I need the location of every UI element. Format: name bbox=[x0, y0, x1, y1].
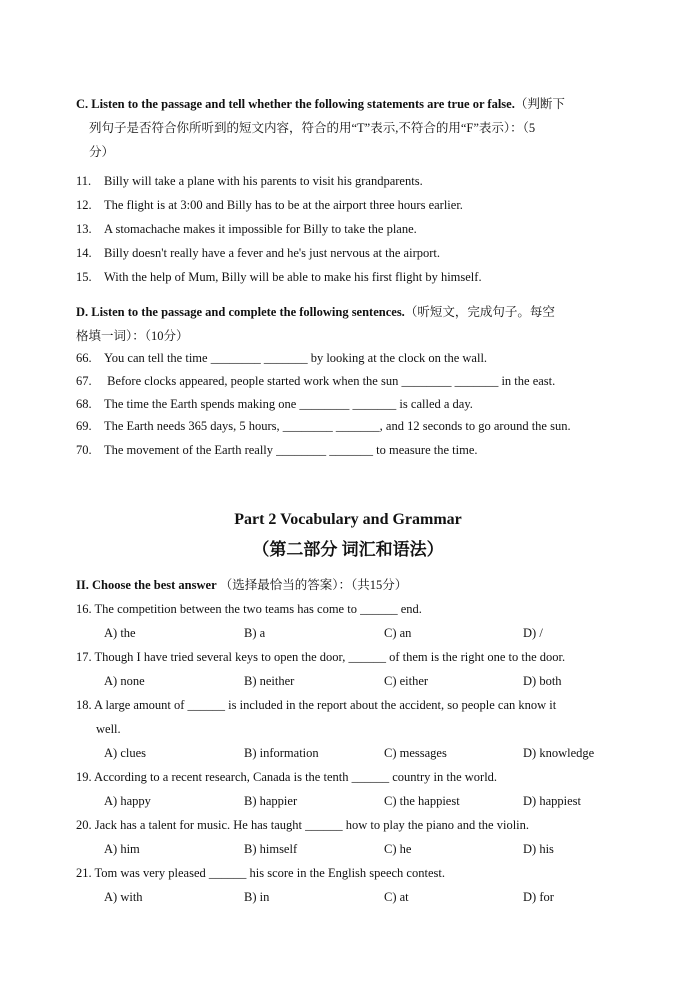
section-d-heading-bold: D. Listen to the passage and complete the following sentences. bbox=[76, 305, 405, 319]
list-item: 66. You can tell the time ________ _______ by looking at the clock on the wall. bbox=[76, 351, 488, 365]
option-a: A) happy bbox=[104, 794, 151, 808]
section-ii-heading-bold: II. Choose the best answer bbox=[76, 578, 217, 592]
list-item: 70. The movement of the Earth really ________ _______ to measure the time. bbox=[76, 443, 478, 457]
option-d: D) happiest bbox=[523, 794, 581, 808]
option-d: D) for bbox=[523, 890, 554, 904]
section-c-heading-bold: C. Listen to the passage and tell whether the following statements are true or false. bbox=[76, 97, 515, 111]
section-c-heading-rest: （判断下 bbox=[514, 97, 565, 111]
list-item: 14. Billy doesn't really have a fever and he's just nervous at the airport. bbox=[76, 246, 440, 260]
option-c: C) messages bbox=[384, 746, 447, 760]
option-d: D) both bbox=[523, 674, 562, 688]
option-b: B) in bbox=[244, 890, 270, 904]
list-item: 68. The time the Earth spends making one ________ _______ is called a day. bbox=[76, 397, 473, 411]
question: 21. Tom was very pleased ______ his score in the English speech contest. bbox=[76, 866, 445, 880]
option-d: D) his bbox=[523, 842, 554, 856]
option-a: A) none bbox=[104, 674, 145, 688]
question: 17. Though I have tried several keys to open the door, ______ of them is the right one to the door. bbox=[76, 650, 566, 664]
question: 19. According to a recent research, Canada is the tenth ______ country in the world. bbox=[76, 770, 498, 784]
section-d-heading-rest: （听短文，完成句子。每空 bbox=[404, 305, 555, 319]
option-a: A) the bbox=[104, 626, 136, 640]
section-ii-heading bbox=[76, 577, 407, 593]
list-item: 69. The Earth needs 365 days, 5 hours, ________ _______, and 12 seconds to go around the sun. bbox=[76, 419, 571, 433]
option-b: B) information bbox=[244, 746, 319, 760]
option-b: B) happier bbox=[244, 794, 298, 808]
option-c: C) he bbox=[384, 842, 412, 856]
section-c-heading bbox=[76, 96, 565, 112]
question: 18. A large amount of ______ is included in the report about the accident, so people can know it bbox=[76, 698, 557, 712]
option-b: B) a bbox=[244, 626, 266, 640]
list-item: 67. Before clocks appeared, people started work when the sun ________ _______ in the east. bbox=[76, 374, 556, 388]
list-item: 15. With the help of Mum, Billy will be able to make his first flight by himself. bbox=[76, 270, 482, 284]
option-a: A) him bbox=[104, 842, 140, 856]
section-d-line2: 格填一词）：（10分） bbox=[76, 329, 189, 343]
option-c: C) at bbox=[384, 890, 409, 904]
part-title: Part 2 Vocabulary and Grammar bbox=[234, 511, 462, 528]
section-d-heading bbox=[76, 304, 555, 320]
option-c: C) either bbox=[384, 674, 429, 688]
list-item: 12. The flight is at 3:00 and Billy has to be at the airport three hours earlier. bbox=[76, 198, 463, 212]
list-item: 13. A stomachache makes it impossible for Billy to take the plane. bbox=[76, 222, 417, 236]
list-item: 11. Billy will take a plane with his parents to visit his grandparents. bbox=[76, 174, 423, 188]
option-b: B) neither bbox=[244, 674, 295, 688]
option-a: A) with bbox=[104, 890, 143, 904]
option-c: C) an bbox=[384, 626, 412, 640]
question: 16. The competition between the two teams has come to ______ end. bbox=[76, 602, 422, 616]
option-d: D) knowledge bbox=[523, 746, 595, 760]
section-c-line3: 分） bbox=[89, 145, 115, 159]
option-c: C) the happiest bbox=[384, 794, 460, 808]
section-c-line2: 列句子是否符合你所听到的短文内容，符合的用“T”表示,不符合的用“F”表示）：（5 bbox=[89, 121, 536, 135]
question-continued: well. bbox=[96, 722, 121, 736]
section-ii-heading-rest: （选择最恰当的答案）：（共15分） bbox=[219, 578, 408, 592]
option-b: B) himself bbox=[244, 842, 298, 856]
option-a: A) clues bbox=[104, 746, 146, 760]
option-d: D) / bbox=[523, 626, 543, 640]
question: 20. Jack has a talent for music. He has taught ______ how to play the piano and the violin. bbox=[76, 818, 530, 832]
part-subtitle: （第二部分 词汇和语法） bbox=[252, 540, 444, 559]
